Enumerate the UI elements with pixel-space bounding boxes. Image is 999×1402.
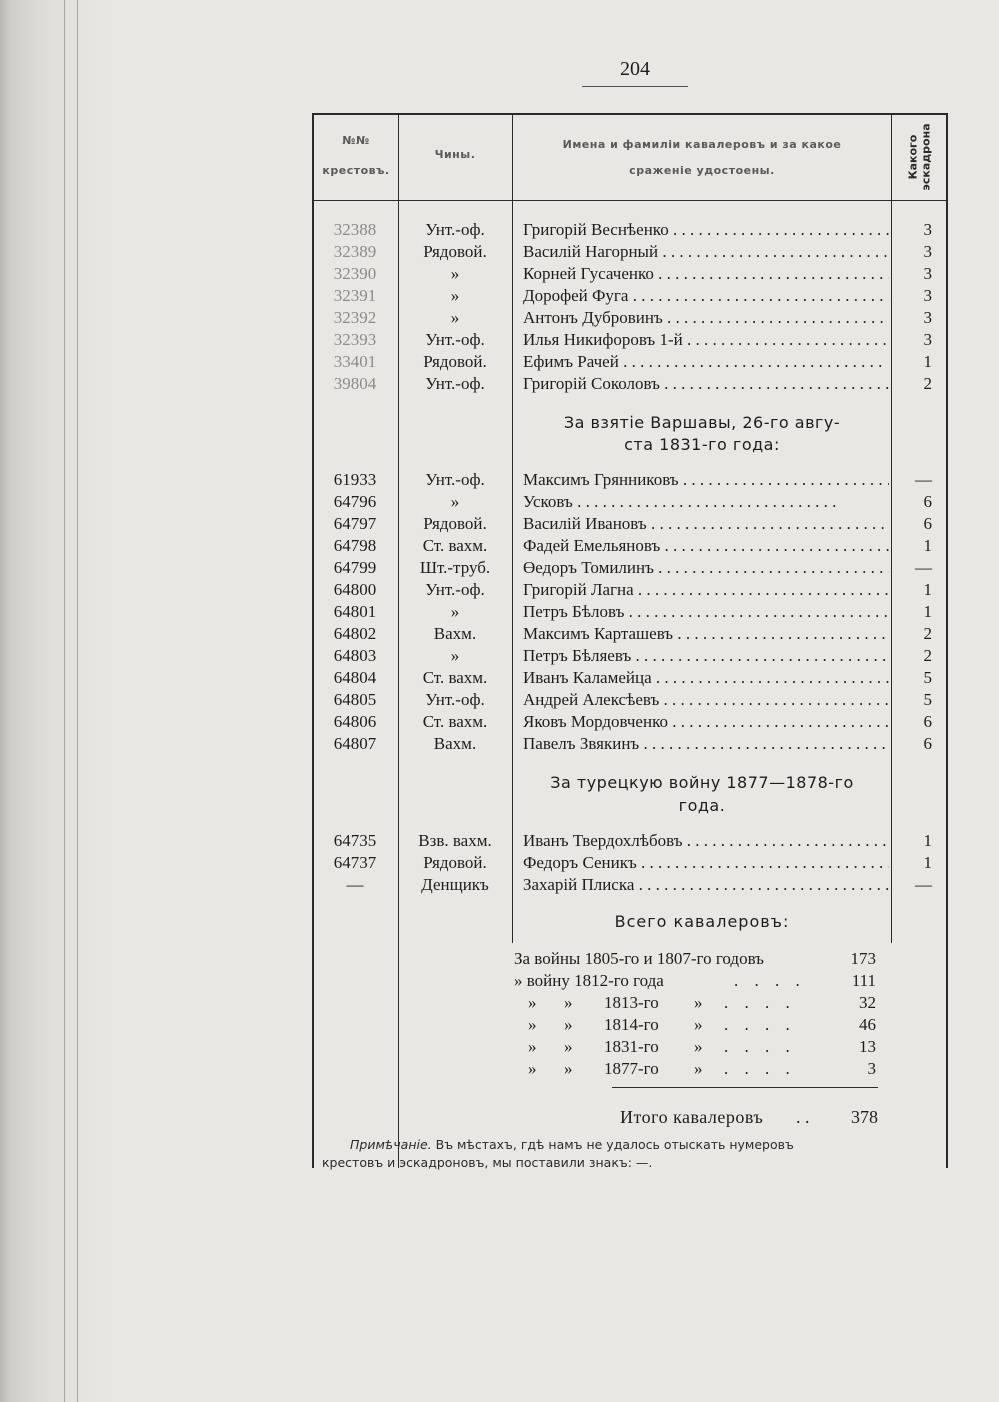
- totals-row: » » 1831-го » . . . . 13: [528, 1037, 876, 1056]
- table-row: 61933 Унт.-оф. Максимъ Грянниковъ . . . —: [312, 469, 947, 491]
- header-rank: Чины.: [434, 148, 476, 161]
- table-row: 64800 Унт.-оф. Григорій Лагна . . . 1: [312, 579, 947, 601]
- header-squadron: Какого эскадрона: [907, 123, 933, 191]
- totals-row: За войны 1805-го и 1807-го годовъ 173: [514, 949, 876, 968]
- table-row: — Денщикъ Захарій Плиска . . . —: [312, 874, 947, 896]
- table-row: 64802 Вахм. Максимъ Карташевъ . . . 2: [312, 623, 947, 645]
- table-row: 64796 » Усковъ . . . 6: [312, 491, 947, 513]
- table-row: 33401 Рядовой. Ефимъ Рачей . . . 1: [312, 351, 947, 373]
- table-row: 64735 Взв. вахм. Иванъ Твердохлѣбовъ . . . 1: [312, 830, 947, 852]
- table-row: 64805 Унт.-оф. Андрей Алексѣевъ . . . 5: [312, 689, 947, 711]
- header-number: №№: [342, 134, 370, 147]
- grand-total: Итого кавалеровъ . . 378: [620, 1107, 878, 1127]
- table-row: 32393 Унт.-оф. Илья Никифоровъ 1-й . . . 3: [312, 329, 947, 351]
- totals-row: » войну 1812-го года . . . . 111: [514, 971, 876, 990]
- table-row: 64737 Рядовой. Федоръ Сеникъ . . . 1: [312, 852, 947, 874]
- gutter-line: [77, 0, 78, 1402]
- totals-row: » » 1813-го » . . . . 32: [528, 993, 876, 1012]
- table-top-border: [312, 113, 947, 115]
- section-heading-warsaw-cont: ста 1831-го года:: [624, 435, 780, 454]
- table-row: 32392 » Антонъ Дубровинъ . . . 3: [312, 307, 947, 329]
- table-row: 64797 Рядовой. Василій Ивановъ . . . 6: [312, 513, 947, 535]
- totals-rule: [612, 1087, 878, 1088]
- header-number-sub: крестовъ.: [322, 164, 390, 177]
- table-row: 64804 Ст. вахм. Иванъ Каламейца . . . 5: [312, 667, 947, 689]
- table-row: 39804 Унт.-оф. Григорій Соколовъ . . . 2: [312, 373, 947, 395]
- gutter-line: [64, 0, 65, 1402]
- footnote: [322, 1136, 922, 1172]
- table-row: 32391 » Дорофей Фуга . . . 3: [312, 285, 947, 307]
- section-heading-turkish: За турецкую войну 1877—1878-го: [550, 773, 854, 792]
- header-names-sub: сраженіе удостоены.: [629, 164, 775, 177]
- header-names: Имена и фамиліи кавалеровъ и за какое: [562, 138, 842, 151]
- totals-heading: Всего кавалеровъ:: [614, 912, 790, 931]
- footnote-text: Въ мѣстахъ, гдѣ намъ не удалось отыскать нумеровъ: [435, 1137, 794, 1152]
- book-binding-shadow: [0, 0, 110, 1402]
- section-heading-warsaw: За взятіе Варшавы, 26-го авгу-: [563, 413, 841, 432]
- table-row: 64806 Ст. вахм. Яковъ Мордовченко . . . 6: [312, 711, 947, 733]
- table-row: 64799 Шт.-труб. Өедоръ Томилинъ . . . —: [312, 557, 947, 579]
- table-row: 64807 Вахм. Павелъ Звякинъ . . . 6: [312, 733, 947, 755]
- table-row: 32389 Рядовой. Василій Нагорный . . . 3: [312, 241, 947, 263]
- totals-row: » » 1877-го » . . . . 3: [528, 1059, 876, 1078]
- totals-row: » » 1814-го » . . . . 46: [528, 1015, 876, 1034]
- section-heading-turkish-cont: года.: [678, 796, 726, 815]
- table-row: 64798 Ст. вахм. Фадей Емельяновъ . . . 1: [312, 535, 947, 557]
- table-header-border: [312, 200, 947, 201]
- page-number-rule: [582, 86, 688, 87]
- footnote-text-cont: крестовъ и эскадроновъ, мы поставили знакъ: —.: [322, 1155, 653, 1170]
- page-number: 204: [620, 58, 650, 80]
- table-row: 64803 » Петръ Бѣляевъ . . . 2: [312, 645, 947, 667]
- table-row: 32388 Унт.-оф. Григорій Веснѣенко . . . 3: [312, 219, 947, 241]
- table-row: 32390 » Корней Гусаченко . . . 3: [312, 263, 947, 285]
- footnote-label: Примѣчаніе.: [350, 1137, 432, 1152]
- table-row: 64801 » Петръ Бѣловъ . . . 1: [312, 601, 947, 623]
